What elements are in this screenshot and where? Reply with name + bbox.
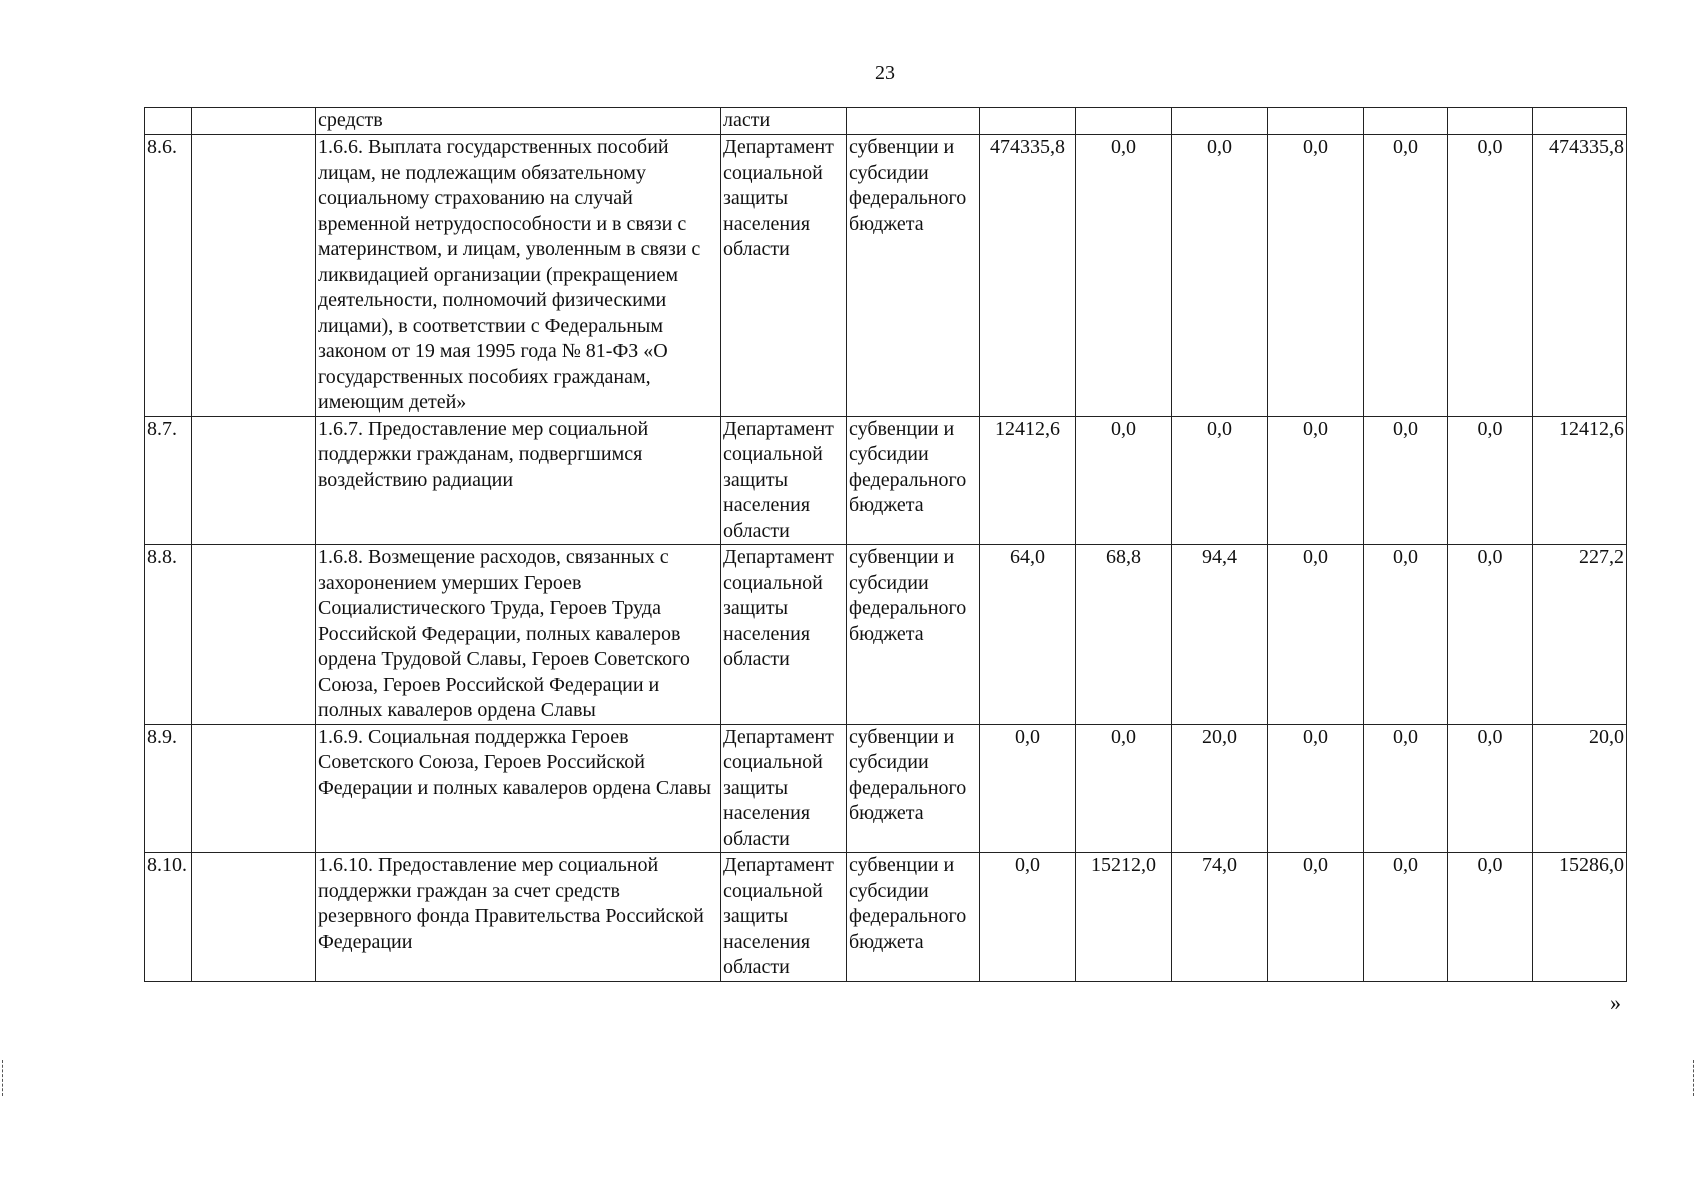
row-value-1: 474335,8 [980, 135, 1076, 417]
row-value-6: 0,0 [1448, 416, 1533, 545]
row-executor: Департамент социальной защиты населения области [721, 724, 847, 853]
row-index: 8.8. [145, 545, 192, 725]
row-value-3: 20,0 [1172, 724, 1268, 853]
row-value-1: 0,0 [980, 724, 1076, 853]
row-value-5: 0,0 [1364, 724, 1448, 853]
table-row [145, 724, 1627, 853]
row-value-1: 0,0 [980, 853, 1076, 982]
row-name: 1.6.6. Выплата государственных пособий лицам, не подлежащим обязательному социальному страхованию на случай временной нетрудоспособности и в связи с материнством, и лицам, уволенным в связи с ликвидацией организации (прекращением деятельности, полномочий физическими лицами), в соответствии с Федеральным законом от 19 мая 1995 года № 81-ФЗ «О государственных пособиях гражданам, имеющим детей» [316, 135, 721, 417]
row-value-2: 0,0 [1076, 724, 1172, 853]
cell-blank [192, 135, 316, 417]
cell-blank [192, 545, 316, 725]
row-index: 8.6. [145, 135, 192, 417]
left-margin-mark [2, 1060, 4, 1096]
row-value-2: 0,0 [1076, 135, 1172, 417]
row-total: 12412,6 [1533, 416, 1627, 545]
row-name: 1.6.10. Предоставление мер социальной поддержки граждан за счет средств резервного фонда Правительства Российской Федерации [316, 853, 721, 982]
cell-v4 [1268, 108, 1364, 135]
table-row [145, 416, 1627, 545]
row-total: 227,2 [1533, 545, 1627, 725]
row-index: 8.10. [145, 853, 192, 982]
row-value-2: 68,8 [1076, 545, 1172, 725]
table-row [145, 853, 1627, 982]
cell-v2 [1076, 108, 1172, 135]
row-value-3: 74,0 [1172, 853, 1268, 982]
table-row [145, 135, 1627, 417]
row-source: субвенции и субсидии федерального бюджета [847, 545, 980, 725]
cell-name: средств [316, 108, 721, 135]
row-value-5: 0,0 [1364, 545, 1448, 725]
row-source: субвенции и субсидии федерального бюджета [847, 416, 980, 545]
row-name: 1.6.8. Возмещение расходов, связанных с захоронением умерших Героев Социалистического Труда, Героев Труда Российской Федерации, полных кавалеров ордена Трудовой Славы, Героев Советского Союза, Героев Российской Федерации и полных кавалеров ордена Славы [316, 545, 721, 725]
row-value-6: 0,0 [1448, 135, 1533, 417]
row-value-4: 0,0 [1268, 545, 1364, 725]
row-value-4: 0,0 [1268, 135, 1364, 417]
row-value-5: 0,0 [1364, 416, 1448, 545]
budget-table [144, 107, 1627, 982]
row-value-4: 0,0 [1268, 416, 1364, 545]
row-value-2: 15212,0 [1076, 853, 1172, 982]
row-value-6: 0,0 [1448, 853, 1533, 982]
row-name: 1.6.7. Предоставление мер социальной поддержки гражданам, подвергшимся воздействию радиации [316, 416, 721, 545]
cell-blank [192, 108, 316, 135]
continuation-row [145, 108, 1627, 135]
row-value-4: 0,0 [1268, 724, 1364, 853]
row-total: 474335,8 [1533, 135, 1627, 417]
row-executor: Департамент социальной защиты населения области [721, 853, 847, 982]
row-value-3: 94,4 [1172, 545, 1268, 725]
cell-executor: ласти [721, 108, 847, 135]
page-number: 23 [875, 62, 895, 84]
row-value-1: 12412,6 [980, 416, 1076, 545]
table-row [145, 545, 1627, 725]
cell-blank [192, 853, 316, 982]
row-value-2: 0,0 [1076, 416, 1172, 545]
row-value-5: 0,0 [1364, 853, 1448, 982]
row-value-6: 0,0 [1448, 724, 1533, 853]
row-source: субвенции и субсидии федерального бюджета [847, 135, 980, 417]
row-total: 20,0 [1533, 724, 1627, 853]
cell-total [1533, 108, 1627, 135]
cell-idx [145, 108, 192, 135]
cell-v1 [980, 108, 1076, 135]
row-index: 8.7. [145, 416, 192, 545]
row-index: 8.9. [145, 724, 192, 853]
row-value-3: 0,0 [1172, 135, 1268, 417]
row-total: 15286,0 [1533, 853, 1627, 982]
cell-source [847, 108, 980, 135]
cell-v3 [1172, 108, 1268, 135]
row-value-6: 0,0 [1448, 545, 1533, 725]
closing-quote: » [1610, 990, 1621, 1015]
cell-v6 [1448, 108, 1533, 135]
row-name: 1.6.9. Социальная поддержка Героев Советского Союза, Героев Российской Федерации и полных кавалеров ордена Славы [316, 724, 721, 853]
row-source: субвенции и субсидии федерального бюджета [847, 853, 980, 982]
row-executor: Департамент социальной защиты населения области [721, 545, 847, 725]
row-executor: Департамент социальной защиты населения области [721, 416, 847, 545]
row-value-4: 0,0 [1268, 853, 1364, 982]
row-value-1: 64,0 [980, 545, 1076, 725]
row-source: субвенции и субсидии федерального бюджета [847, 724, 980, 853]
row-executor: Департамент социальной защиты населения области [721, 135, 847, 417]
cell-blank [192, 416, 316, 545]
row-value-5: 0,0 [1364, 135, 1448, 417]
cell-blank [192, 724, 316, 853]
right-margin-mark [1693, 1060, 1695, 1096]
row-value-3: 0,0 [1172, 416, 1268, 545]
cell-v5 [1364, 108, 1448, 135]
